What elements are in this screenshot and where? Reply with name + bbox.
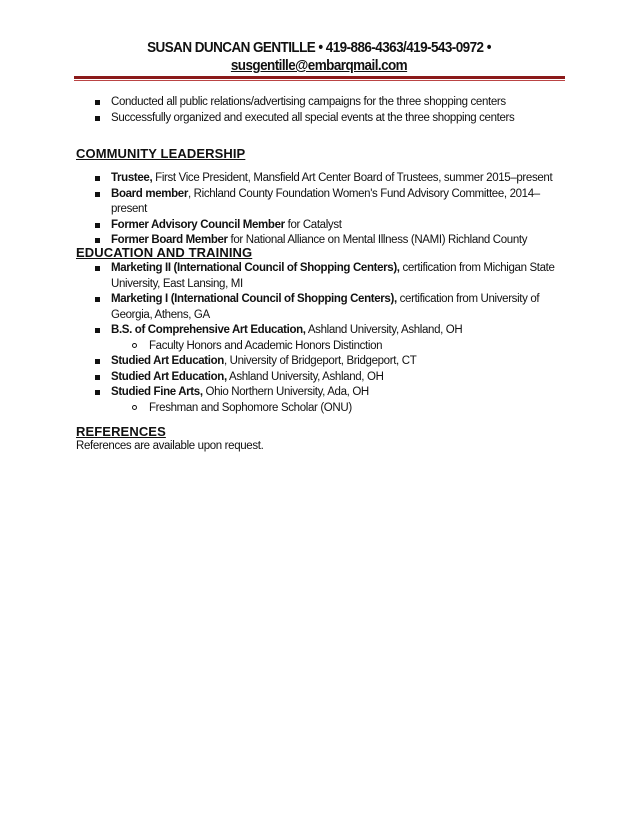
- circle-bullet-icon: [132, 343, 137, 348]
- square-bullet-icon: [95, 116, 100, 121]
- header-divider-thin: [74, 80, 565, 81]
- square-bullet-icon: [95, 100, 100, 105]
- intro-bullet-list: [76, 95, 556, 126]
- list-item: Successfully organized and executed all special events at the three shopping centers: [76, 111, 556, 127]
- list-item: Studied Art Education, Ashland University, Ashland, OH: [76, 370, 556, 386]
- section-heading-community: COMMUNITY LEADERSHIP: [76, 146, 246, 161]
- square-bullet-icon: [95, 359, 100, 364]
- square-bullet-icon: [95, 223, 100, 228]
- list-item: Board member, Richland County Foundation Women's Fund Advisory Committee, 2014– present: [76, 187, 556, 218]
- header-email[interactable]: susgentille@embarqmail.com: [230, 58, 408, 74]
- list-item: B.S. of Comprehensive Art Education, Ashland University, Ashland, OH: [76, 323, 556, 339]
- list-item: Former Advisory Council Member for Catalyst: [76, 218, 556, 234]
- list-item: Marketing I (International Council of Shopping Centers), certification from University of Georgia, Athens, GA: [76, 292, 556, 323]
- square-bullet-icon: [95, 297, 100, 302]
- square-bullet-icon: [95, 192, 100, 197]
- list-item: Studied Fine Arts, Ohio Northern University, Ada, OH: [76, 385, 556, 401]
- list-subitem: Freshman and Sophomore Scholar (ONU): [76, 401, 556, 417]
- square-bullet-icon: [95, 238, 100, 243]
- section-heading-references: REFERENCES: [76, 424, 166, 439]
- header-divider-thick: [74, 76, 565, 79]
- header-contact-line: SUSAN DUNCAN GENTILLE • 419-886-4363/419-543-0972 •: [147, 40, 491, 56]
- list-subitem: Faculty Honors and Academic Honors Distinction: [76, 339, 556, 355]
- list-item: Trustee, First Vice President, Mansfield Art Center Board of Trustees, summer 2015–present: [76, 171, 556, 187]
- square-bullet-icon: [95, 176, 100, 181]
- education-list: [76, 261, 556, 416]
- list-item: Marketing II (International Council of Shopping Centers), certification from Michigan State University, East Lansing, MI: [76, 261, 556, 292]
- list-item: Former Board Member for National Alliance on Mental Illness (NAMI) Richland County: [76, 233, 556, 249]
- square-bullet-icon: [95, 375, 100, 380]
- section-heading-education: EDUCATION AND TRAINING: [76, 245, 253, 260]
- square-bullet-icon: [95, 328, 100, 333]
- list-item: Conducted all public relations/advertising campaigns for the three shopping centers: [76, 95, 556, 111]
- circle-bullet-icon: [132, 405, 137, 410]
- references-text: References are available upon request.: [76, 440, 264, 452]
- list-item: Studied Art Education, University of Bridgeport, Bridgeport, CT: [76, 354, 556, 370]
- square-bullet-icon: [95, 266, 100, 271]
- community-list: [76, 171, 556, 249]
- square-bullet-icon: [95, 390, 100, 395]
